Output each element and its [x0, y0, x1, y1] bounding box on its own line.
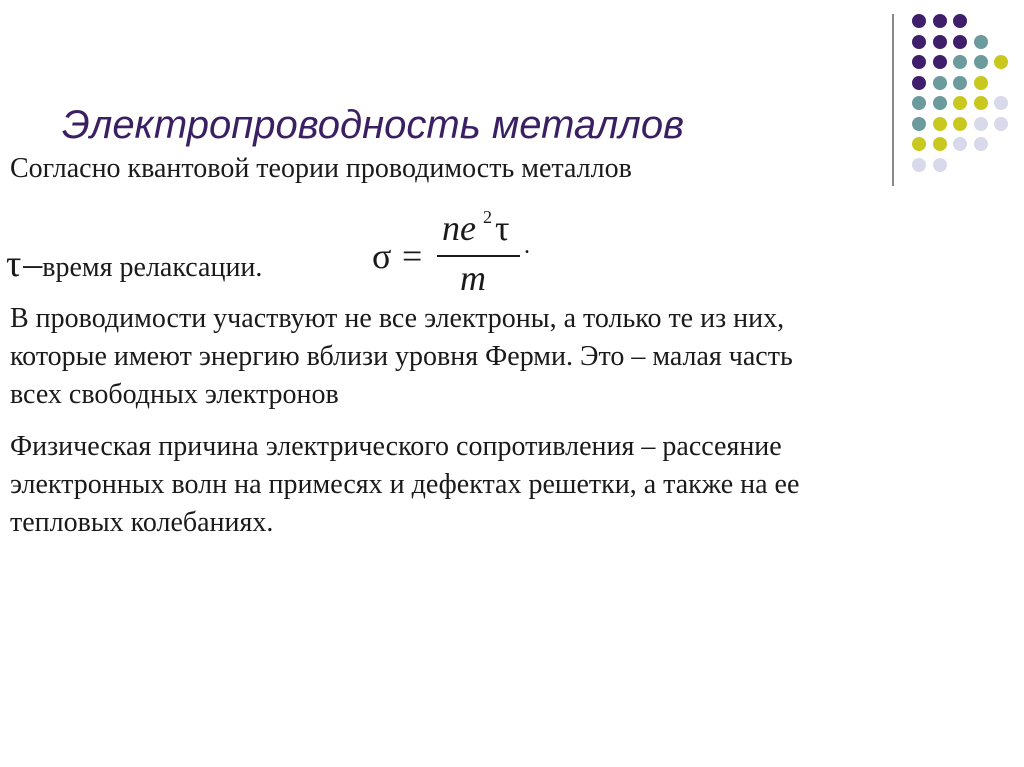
conductivity-formula [360, 205, 540, 300]
decorative-dot [912, 117, 926, 131]
decorative-dot [912, 137, 926, 151]
decorative-dot [974, 76, 988, 90]
decorative-dot [912, 55, 926, 69]
tau-description: время релаксации. [42, 252, 263, 283]
paragraph-line: электронных волн на примесях и дефектах решетки, а также на ее [10, 469, 800, 500]
decorative-dot [933, 55, 947, 69]
decorative-dot [933, 117, 947, 131]
decorative-dot [933, 158, 947, 172]
intro-text: Согласно квантовой теории проводимость металлов [10, 153, 632, 184]
decorative-dot [912, 35, 926, 49]
tau-definition [6, 245, 262, 287]
formula-denominator: m [460, 258, 486, 298]
decorative-dot [933, 14, 947, 28]
formula-period: . [524, 233, 530, 259]
vertical-divider [892, 14, 894, 186]
paragraph-resistance [10, 428, 799, 542]
tau-symbol: τ [6, 243, 22, 285]
decorative-dot [953, 55, 967, 69]
paragraph-line: которые имеют энергию вблизи уровня Ферми. Это – малая часть [10, 341, 793, 372]
paragraph-line: В проводимости участвуют не все электроны, а только те из них, [10, 303, 785, 334]
decorative-dot [933, 96, 947, 110]
decorative-dot [912, 158, 926, 172]
formula-numerator-base: ne [442, 208, 476, 248]
decorative-dot [974, 55, 988, 69]
tau-dash: – [23, 243, 43, 285]
decorative-dot [933, 35, 947, 49]
decorative-dot [912, 96, 926, 110]
decorative-dot [974, 137, 988, 151]
slide-title: Электропроводность металлов [62, 103, 684, 147]
decorative-dot [912, 76, 926, 90]
formula-sigma: σ [372, 236, 392, 276]
decorative-dot [953, 14, 967, 28]
paragraph-line: всех свободных электронов [10, 379, 339, 410]
decorative-dot [974, 35, 988, 49]
formula-equals: = [402, 236, 423, 276]
paragraph-line: Физическая причина электрического сопротивления – рассеяние [10, 431, 782, 462]
decorative-dot [912, 14, 926, 28]
decorative-dot [933, 137, 947, 151]
paragraph-line: тепловых колебаниях. [10, 507, 274, 538]
decorative-dot [974, 117, 988, 131]
decorative-dot [953, 35, 967, 49]
decorative-dot [994, 96, 1008, 110]
decorative-dot [953, 117, 967, 131]
decorative-dot [953, 76, 967, 90]
formula-numerator-exponent: 2 [483, 207, 492, 227]
decorative-dot [933, 76, 947, 90]
decorative-dot [974, 96, 988, 110]
decorative-dot [953, 137, 967, 151]
decorative-dot [994, 55, 1008, 69]
formula-numerator-tau: τ [495, 208, 510, 248]
paragraph-participation [10, 300, 793, 414]
decorative-dot [994, 117, 1008, 131]
decorative-dot [953, 96, 967, 110]
